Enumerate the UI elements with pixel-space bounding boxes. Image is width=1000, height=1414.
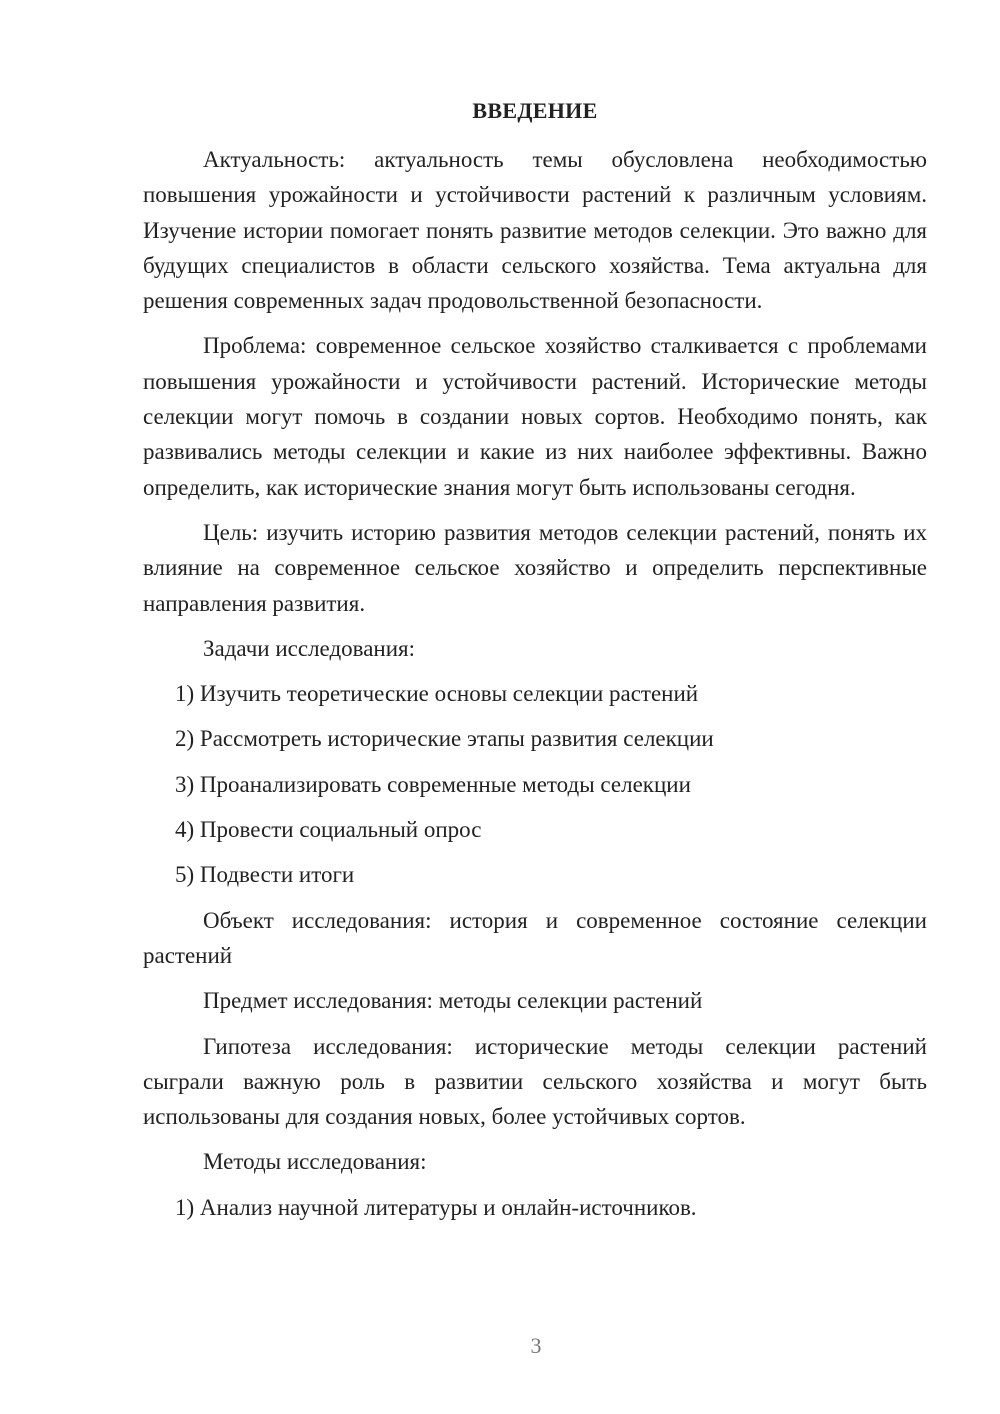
task-item: 5) Подвести итоги [175, 862, 355, 888]
tasks-heading: Задачи исследования: [203, 635, 416, 661]
method-item: 1) Анализ научной литературы и онлайн-источников. [175, 1194, 697, 1220]
page-number: 3 [530, 1333, 542, 1358]
page-content [143, 94, 927, 1235]
problem-paragraph: Проблема: современное сельское хозяйство сталкивается с проблемами повышения урожайности и устойчивости растений. Исторические методы селекции могут помочь в создании новых сортов. Необходимо понять, как развивались методы селекции и какие из них наиболее эффективны. Важно определить, как исторические знания могут быть использованы сегодня. [143, 333, 927, 500]
task-item: 2) Рассмотреть исторические этапы развития селекции [175, 726, 714, 752]
subject-paragraph: Предмет исследования: методы селекции растений [203, 988, 703, 1014]
task-item: 1) Изучить теоретические основы селекции растений [175, 681, 699, 707]
hypothesis-paragraph: Гипотеза исследования: исторические методы селекции растений сыграли важную роль в развитии сельского хозяйства и могут быть использованы для создания новых, более устойчивых сортов. [143, 1033, 927, 1130]
task-item: 4) Провести социальный опрос [175, 817, 482, 843]
section-title: ВВЕДЕНИЕ [472, 98, 598, 123]
object-paragraph: Объект исследования: история и современное состояние селекции растений [143, 907, 927, 968]
relevance-paragraph: Актуальность: актуальность темы обусловлена необходимостью повышения урожайности и устойчивости растений к различным условиям. Изучение истории помогает понять развитие методов селекции. Это важно для будущих специалистов в области сельского хозяйства. Тема актуальна для решения современных задач продовольственной безопасности. [143, 147, 927, 314]
goal-paragraph: Цель: изучить историю развития методов селекции растений, понять их влияние на современное сельское хозяйство и определить перспективные направления развития. [143, 519, 927, 616]
methods-heading: Методы исследования: [203, 1149, 427, 1175]
task-item: 3) Проанализировать современные методы селекции [175, 771, 691, 797]
